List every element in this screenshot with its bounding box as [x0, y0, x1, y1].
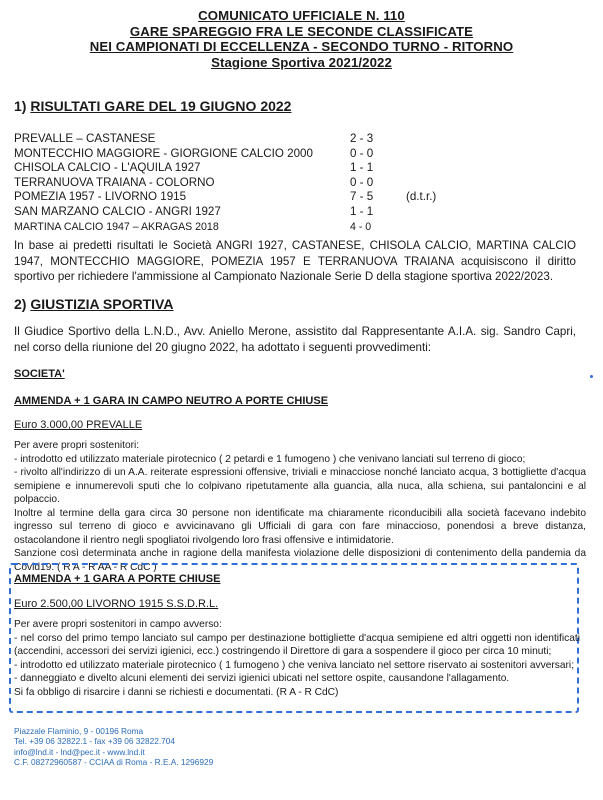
section-1-heading [14, 98, 291, 114]
header-line-3: NEI CAMPIONATI DI ECCELLENZA - SECONDO TURNO - RITORNO [89, 39, 514, 54]
section-1-title: RISULTATI GARE DEL 19 GIUGNO 2022 [30, 98, 292, 114]
result-match: SAN MARZANO CALCIO - ANGRI 1927 [14, 204, 221, 218]
section-2-heading [14, 296, 173, 312]
intro-paragraph: In base ai predetti risultati le Società ANGRI 1927, CASTANESE, CHISOLA CALCIO, MARTINA CALCIO 1947, MONTECCHIO MAGGIORE, POMEZIA 1957 E TERRANUOVA TRAIANA acquisiscono il diritto sportivo per richiedere l'ammissione al Campionato Nazionale Serie D della stagione sportiva 2022/2023. [14, 239, 576, 283]
sanction-1-line: Sanzione così determinata anche in ragione della manifesta violazione delle disposizioni di contenimento della pandemia da Covid19. ( R A - R AA - R CdC ) [14, 548, 586, 573]
section-1-number: 1) [14, 98, 31, 114]
result-match: PREVALLE – CASTANESE [14, 132, 156, 145]
footer-email[interactable]: info@lnd.it - lnd@pec.it - www.lnd.it [14, 746, 145, 757]
header-line-4: Stagione Sportiva 2021/2022 [211, 54, 392, 70]
result-score: 7 - 5 [350, 190, 374, 204]
sanction-2-line: - nel corso del primo tempo lanciato sul campo per destinazione bottigliette d'acqua semipiene ed altri oggetti non identificati (accendini, accessori dei servizi igienici, ecc.) costringendo il Direttore di gara a sospendere il gioco per circa 10 minuti; [14, 632, 580, 657]
sanction-1-fine: Euro 3.000,00 PREVALLE [14, 419, 143, 431]
sanction-2-body [14, 618, 580, 699]
result-score: 1 - 1 [350, 161, 374, 175]
sanction-2-line: - danneggiato e divelto alcuni elementi dei servizi igienici ubicati nel settore ospite, causandone l'allagamento. [14, 673, 510, 684]
result-row [14, 147, 574, 162]
footer-phone: Tel. +39 06 32822.1 - fax +39 06 32822.704 [14, 736, 175, 747]
sanction-1-line: - rivolto all'indirizzo di un A.A. reiterate espressioni offensive, triviali e minacciose nonché lanciato acqua, 3 bottigliette d'acqua semipiene e innumerevoli sputi che lo colpivano ripetutamente alla guancia, alla nuca, alla schiena, sui pantaloncini e al polpaccio. [14, 467, 586, 505]
result-row [14, 205, 574, 220]
result-score: 1 - 1 [350, 204, 374, 218]
footer [14, 726, 213, 767]
result-score: 2 - 3 [350, 132, 374, 145]
footer-address: Piazzale Flaminio, 9 - 00196 Roma [14, 726, 144, 736]
societa-label: SOCIETA' [14, 368, 65, 380]
result-row [14, 176, 574, 191]
document-header [0, 8, 603, 70]
sanction-1-title: AMMENDA + 1 GARA IN CAMPO NEUTRO A PORTE CHIUSE [14, 395, 329, 407]
result-row [14, 132, 574, 147]
result-row [14, 220, 574, 235]
result-match: MONTECCHIO MAGGIORE - GIORGIONE CALCIO 2000 [14, 146, 313, 160]
section-2-title: GIUSTIZIA SPORTIVA [30, 296, 174, 312]
result-score: 0 - 0 [350, 146, 374, 160]
result-score: 4 - 0 [350, 220, 372, 233]
sanction-2-line: Per avere propri sostenitori in campo avverso: [14, 619, 222, 630]
header-line-2: GARE SPAREGGIO FRA LE SECONDE CLASSIFICATE [129, 23, 474, 39]
result-match: CHISOLA CALCIO - L'AQUILA 1927 [14, 161, 201, 175]
section-2-number: 2) [14, 296, 31, 312]
result-match: TERRANUOVA TRAIANA - COLORNO [14, 175, 215, 189]
header-line-1: COMUNICATO UFFICIALE N. 110 [198, 8, 405, 23]
sanction-1-line: - introdotto ed utilizzato materiale pirotecnico ( 2 petardi e 1 fumogeno ) che venivano lanciati sul terreno di gioco; [14, 453, 526, 465]
sanction-1-line: Inoltre al termine della gara circa 30 persone non identificate ma chiaramente riconducibili alla società facevano indebito ingresso sul terreno di gioco e avvicinavano gli Ufficiali di gara con fare minaccioso, ponendosi a breve distanza, ostacolandone il rientro negli spogliatoi rivolgendo loro frasi offensive e intimidatorie. [14, 507, 586, 546]
sanction-2-line: - introdotto ed utilizzato materiale pirotecnico ( 1 fumogeno ) che veniva lanciato nel settore riservato ai sostenitori avversari; [14, 659, 575, 671]
sanction-2-fine: Euro 2.500,00 LIVORNO 1915 S.S.D.R.L. [14, 598, 219, 610]
result-match: POMEZIA 1957 - LIVORNO 1915 [14, 190, 187, 204]
sanction-1-line: Per avere propri sostenitori: [14, 440, 140, 451]
sanction-2-title: AMMENDA + 1 GARA A PORTE CHIUSE [14, 573, 221, 585]
result-row [14, 161, 574, 176]
results-table [14, 132, 574, 234]
giustizia-paragraph: Il Giudice Sportivo della L.N.D., Avv. Aniello Merone, assistito dal Rappresentante A.I.A. sig. Sandro Capri, nel corso della riunione del 20 giugno 2022, ha adottato i seguenti provvedimenti: [14, 325, 576, 354]
result-note: (d.t.r.) [406, 190, 437, 204]
sanction-1-body [14, 439, 586, 574]
scan-mark [590, 375, 593, 378]
result-row [14, 190, 574, 205]
result-score: 0 - 0 [350, 175, 374, 189]
sanction-2-line: Si fa obbligo di risarcire i danni se richiesti e documentati. (R A - R CdC) [14, 686, 339, 698]
result-match: MARTINA CALCIO 1947 – AKRAGAS 2018 [14, 220, 219, 233]
footer-fiscal: C.F. 08272960587 - CCIAA di Roma - R.E.A. 1296929 [14, 756, 214, 767]
